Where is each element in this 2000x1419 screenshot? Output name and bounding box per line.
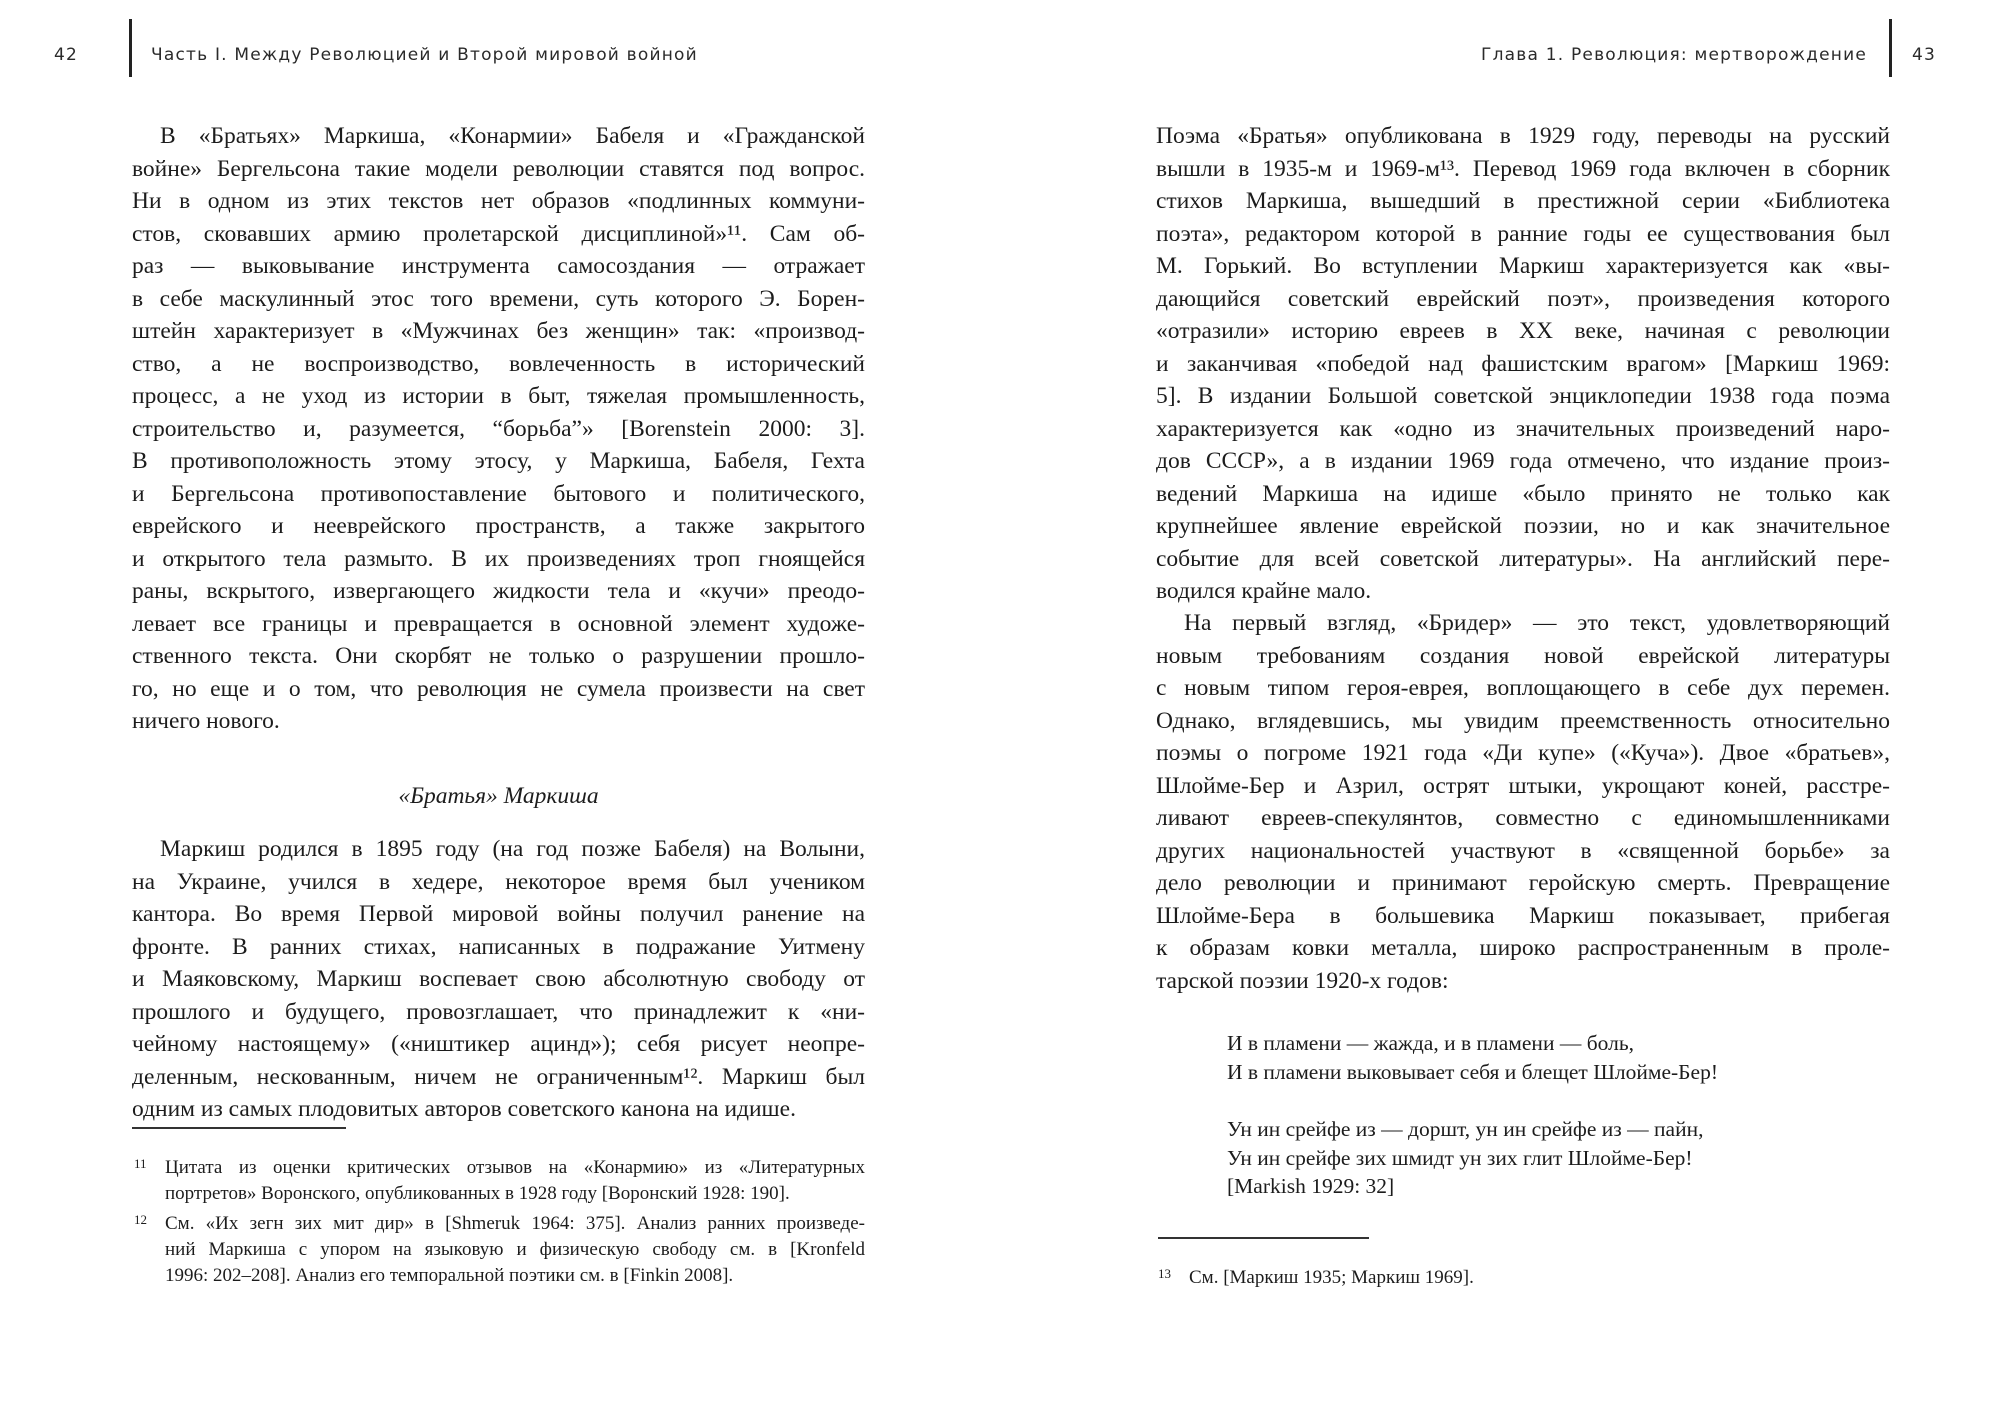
paragraph-4 <box>1156 607 1890 997</box>
page-number-left: 42 <box>54 45 79 65</box>
text-line: ливают евреев-спекулянтов, совместно с единомышленниками <box>1156 805 1890 831</box>
footnote-line: 1996: 202–208]. Анализ его темпоральной поэтики см. в [Finkin 2008]. <box>165 1265 734 1286</box>
footnote-line: См. «Их зегн зих мит дир» в [Shmeruk 1964: 375]. Анализ ранних произведе- <box>165 1213 865 1234</box>
text-line: новым требованиям создания новой еврейской литературы <box>1156 642 1890 669</box>
footnote-rule-right <box>1158 1237 1369 1239</box>
text-line: на Украине, учился в хедере, некоторое время был учеником <box>132 868 865 895</box>
footnote-line: ний Маркиша с упором на языковую и физическую свободу см. в [Kronfeld <box>165 1239 865 1260</box>
text-line: В противоположность этому этосу, у Маркиша, Бабеля, Гехта <box>132 448 865 474</box>
text-line: кантора. Во время Первой мировой войны получил ранение на <box>132 901 865 927</box>
footnote-11 <box>134 1155 865 1207</box>
text-line: Поэма «Братья» опубликована в 1929 году, переводы на русский <box>1156 123 1890 149</box>
header-divider-right <box>1889 19 1892 77</box>
poem-citation: [Markish 1929: 32] <box>1227 1174 1395 1198</box>
text-line: Маркиш родился в 1895 году (на год позже Бабеля) на Волыни, <box>160 836 865 862</box>
text-line: 5]. В издании Большой советской энциклопедии 1938 года поэма <box>1156 383 1890 409</box>
text-line: одним из самых плодовитых авторов советского канона на идише. <box>132 1096 796 1122</box>
text-line: ство, а не воспроизводство, вовлеченность в исторический <box>132 350 865 377</box>
text-line: с новым типом героя-еврея, воплощающего в себе дух перемен. <box>1156 675 1890 701</box>
text-line: тарской поэзии 1920-х годов: <box>1156 967 1449 994</box>
poem-line: Ун ин срейфе зих шмидт ун зих глит Шлойме-Бер! <box>1227 1145 1693 1170</box>
text-line: стов, сковавших армию пролетарской дисциплиной»¹¹. Сам об- <box>132 220 865 247</box>
poem-line: И в пламени выковывает себя и блещет Шлойме-Бер! <box>1227 1059 1718 1084</box>
text-line: ведений Маркиша на идише «было принято не только как <box>1156 480 1890 507</box>
text-line: еврейского и нееврейского пространств, а также закрытого <box>132 513 865 539</box>
text-line: событие для всей советской литературы». На английский пере- <box>1156 545 1890 572</box>
section-heading: «Братья» Маркиша <box>398 783 599 809</box>
footnote-line: портретов» Воронского, опубликованных в 1928 году [Воронский 1928: 190]. <box>165 1183 790 1204</box>
running-head-right: Глава 1. Революция: мертворождение <box>1481 45 1867 65</box>
text-line: Шлойме-Бера в большевика Маркиш показывает, прибегая <box>1156 902 1890 929</box>
footnote-12 <box>134 1211 865 1289</box>
footnote-13 <box>1158 1265 1889 1291</box>
poem-line: И в пламени — жажда, и в пламени — боль, <box>1227 1031 1635 1055</box>
text-line: левает все границы и превращается в основной элемент художе- <box>132 610 865 637</box>
text-line: поэмы о погроме 1921 года «Ди купе» («Куча»). Двое «братьев», <box>1156 740 1890 766</box>
text-line: войне» Бергельсона такие модели революции ставятся под вопрос. <box>132 155 865 182</box>
text-line: «отразили» историю евреев в XX веке, начиная с революции <box>1156 318 1890 344</box>
footnote-rule-left <box>132 1127 346 1129</box>
text-line: Шлойме-Бер и Азрил, острят штыки, укрощают коней, расстре- <box>1156 772 1890 799</box>
text-line: к образам ковки металла, широко распространенным в проле- <box>1156 935 1890 961</box>
text-line: строительство и, разумеется, “борьба”» [Borenstein 2000: 3]. <box>132 415 865 442</box>
poem-stanza-1 <box>1227 1029 1718 1086</box>
text-line: ничего нового. <box>132 708 280 734</box>
text-line: фронте. В ранних стихах, написанных в подражание Уитмену <box>132 933 865 960</box>
text-line: На первый взгляд, «Бридер» — это текст, удовлетворяющий <box>1184 610 1890 636</box>
text-line: дов СССР», а в издании 1969 года отмечено, что издание произ- <box>1156 448 1890 474</box>
text-line: других национальностей участвуют в «священной борьбе» за <box>1156 837 1890 864</box>
text-line: дело революции и принимают геройскую смерть. Превращение <box>1156 870 1890 896</box>
text-line: прошлого и будущего, провозглашает, что принадлежит к «ни- <box>132 998 865 1025</box>
header-divider-left <box>129 19 132 77</box>
text-line: и Маяковскому, Маркиш воспевает свою абсолютную свободу от <box>132 966 865 992</box>
text-line: водился крайне мало. <box>1156 578 1372 604</box>
page-number-right: 43 <box>1912 45 1937 65</box>
footnote-number: 11 <box>134 1156 147 1171</box>
footnote-number: 12 <box>134 1212 147 1227</box>
text-line: процесс, а не уход из истории в быт, тяжелая промышленность, <box>132 383 865 409</box>
text-line: раны, вскрытого, извергающего жидкости тела и «кучи» преодо- <box>132 578 865 604</box>
paragraph-3 <box>1156 120 1890 608</box>
running-head-left: Часть I. Между Революцией и Второй мировой войной <box>151 45 698 65</box>
poem-line: Ун ин срейфе из — доршт, ун ин срейфе из — пайн, <box>1227 1117 1704 1141</box>
text-line: и заканчивая «победой над фашистским врагом» [Маркиш 1969: <box>1156 350 1890 377</box>
text-line: крупнейшее явление еврейской поэзии, но и как значительное <box>1156 513 1890 539</box>
text-line: и открытого тела размыто. В их произведениях троп гноящейся <box>132 545 865 572</box>
text-line: М. Горький. Во вступлении Маркиш характеризуется как «вы- <box>1156 253 1890 279</box>
text-line: дающийся советский еврейский поэт», произведения которого <box>1156 285 1890 312</box>
paragraph-1 <box>132 120 865 738</box>
text-line: ственного текста. Они скорбят не только о разрушении прошло- <box>132 643 865 669</box>
text-line: Ни в одном из этих текстов нет образов «подлинных коммуни- <box>132 188 865 214</box>
text-line: Однако, вглядевшись, мы увидим преемственность относительно <box>1156 707 1890 734</box>
text-line: вышли в 1935-м и 1969-м¹³. Перевод 1969 года включен в сборник <box>1156 155 1890 182</box>
text-line: в себе маскулинный этос того времени, суть которого Э. Борен- <box>132 285 865 312</box>
text-line: деленным, нескованным, ничем не ограниченным¹². Маркиш был <box>132 1063 865 1090</box>
text-line: го, но еще и о том, что революция не сумела произвести на свет <box>132 675 865 702</box>
text-line: чейному настоящему» («ништикер ацинд»); себя рисует неопре- <box>132 1031 865 1057</box>
poem-stanza-2 <box>1227 1115 1703 1201</box>
text-line: характеризуется как «одно из значительных произведений наро- <box>1156 415 1890 442</box>
text-line: и Бергельсона противопоставление бытового и политического, <box>132 480 865 507</box>
text-line: стихов Маркиша, вышедший в престижной серии «Библиотека <box>1156 188 1890 214</box>
text-line: штейн характеризует в «Мужчинах без женщин» так: «производ- <box>132 318 865 344</box>
footnote-line: См. [Маркиш 1935; Маркиш 1969]. <box>1189 1267 1474 1288</box>
footnote-line: Цитата из оценки критических отзывов на «Конармию» из «Литературных <box>165 1157 865 1178</box>
text-line: раз — выковывание инструмента самосоздания — отражает <box>132 253 865 279</box>
footnote-number: 13 <box>1158 1266 1171 1281</box>
text-line: поэта», редактором которой в ранние годы ее существования был <box>1156 220 1890 247</box>
paragraph-2 <box>132 833 865 1126</box>
text-line: В «Братьях» Маркиша, «Конармии» Бабеля и «Гражданской <box>160 123 865 149</box>
